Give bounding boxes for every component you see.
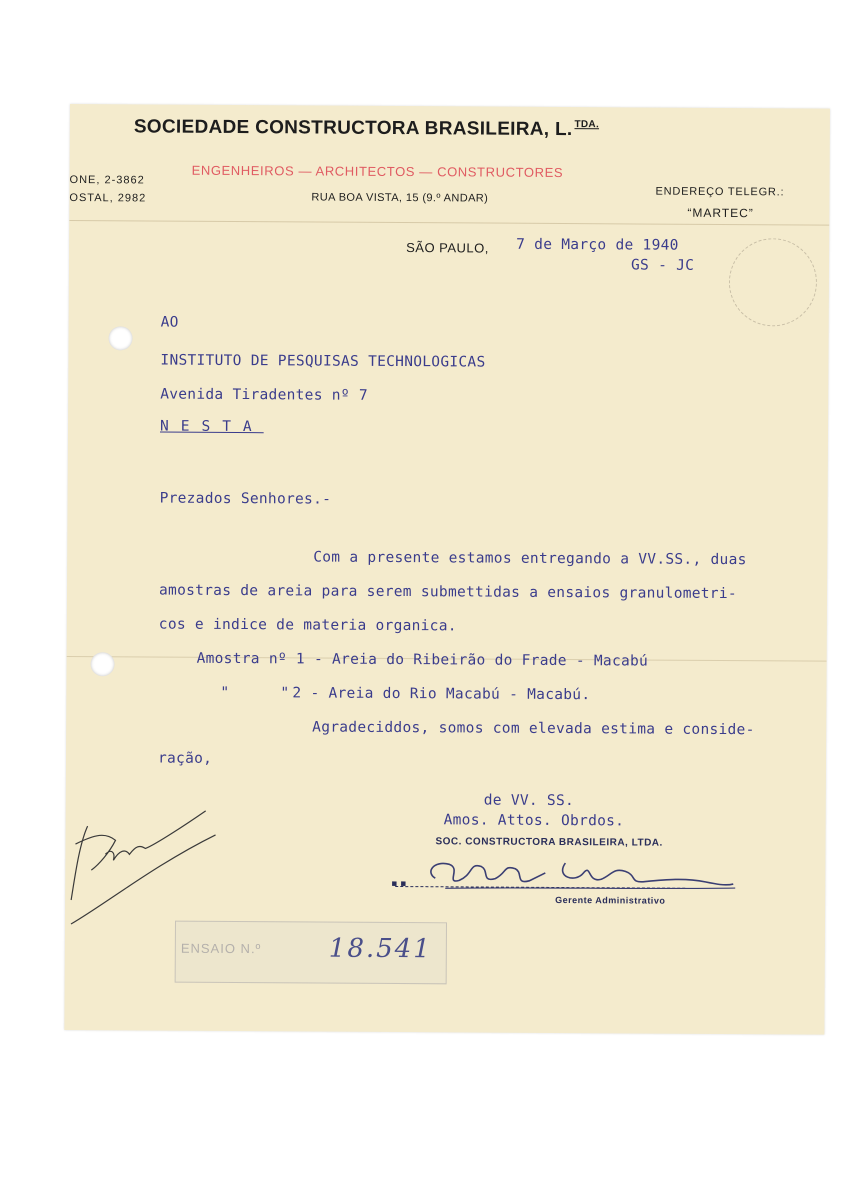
tagline: ENGENHEIROS — ARCHITECTOS — CONSTRUCTORES — [191, 162, 564, 181]
letter-sheet — [64, 104, 830, 1035]
ditto-mark: " — [280, 685, 290, 702]
punch-hole — [91, 652, 115, 676]
sample-line-1: Amostra nº 1 - Areia do Ribeirão do Frade - Macabú — [196, 650, 649, 670]
postal-box: OSTAL, 2982 — [69, 191, 147, 205]
manager-signature — [415, 842, 745, 904]
signature-dots: ▪ ▪ — [391, 878, 407, 890]
paragraph-line: Com a presente estamos entregando a VV.SS., duas — [313, 549, 747, 569]
sign-off-line: de VV. SS. — [483, 792, 575, 810]
recipient-name: INSTITUTO DE PESQUISAS TECHNOLOGICAS — [160, 352, 486, 371]
recipient-city: NESTA — [159, 418, 264, 436]
punch-hole — [108, 326, 132, 350]
paragraph-line: amostras de areia para serem submettidas a ensaios granulometri- — [158, 582, 737, 603]
telegraph-address: “MARTEC” — [687, 205, 754, 221]
sample-line-2: 2 - Areia do Rio Macabú - Macabú. — [292, 685, 591, 704]
company-name — [134, 116, 599, 141]
phone-number: ONE, 2-3862 — [69, 173, 145, 187]
fold-line — [69, 220, 829, 226]
paragraph-line: cos e indice de materia organica. — [158, 616, 457, 635]
registry-label: ENSAIO N.º — [180, 940, 262, 957]
closing-line: ração, — [157, 750, 213, 767]
city-label: SÃO PAULO, — [406, 240, 489, 256]
closing-line: Agradeciddos, somos com elevada estima e conside- — [312, 719, 755, 739]
telegraph-label: ENDEREÇO TELEGR.: — [655, 185, 785, 199]
signer-title: Gerente Administrativo — [555, 894, 666, 906]
company-suffix: TDA. — [574, 119, 600, 131]
recipient-address: Avenida Tiradentes nº 7 — [160, 386, 368, 404]
company-stamp: SOC. CONSTRUCTORA BRASILEIRA, LTDA. — [435, 836, 663, 849]
company-name-text: SOCIEDADE CONSTRUCTORA BRASILEIRA, L. — [133, 116, 573, 141]
faded-postmark — [729, 238, 818, 327]
greeting: Prezados Senhores.- — [159, 490, 332, 508]
salutation-to: AO — [160, 314, 179, 331]
ditto-mark: " — [220, 684, 230, 701]
sign-off-line: Amos. Attos. Obrdos. — [443, 812, 625, 830]
reference-initials: GS - JC — [630, 257, 695, 274]
letter-date: 7 de Março de 1940 — [516, 236, 679, 254]
street-address: RUA BOA VISTA, 15 (9.º ANDAR) — [311, 191, 489, 205]
registry-number: 18.541 — [328, 933, 432, 965]
